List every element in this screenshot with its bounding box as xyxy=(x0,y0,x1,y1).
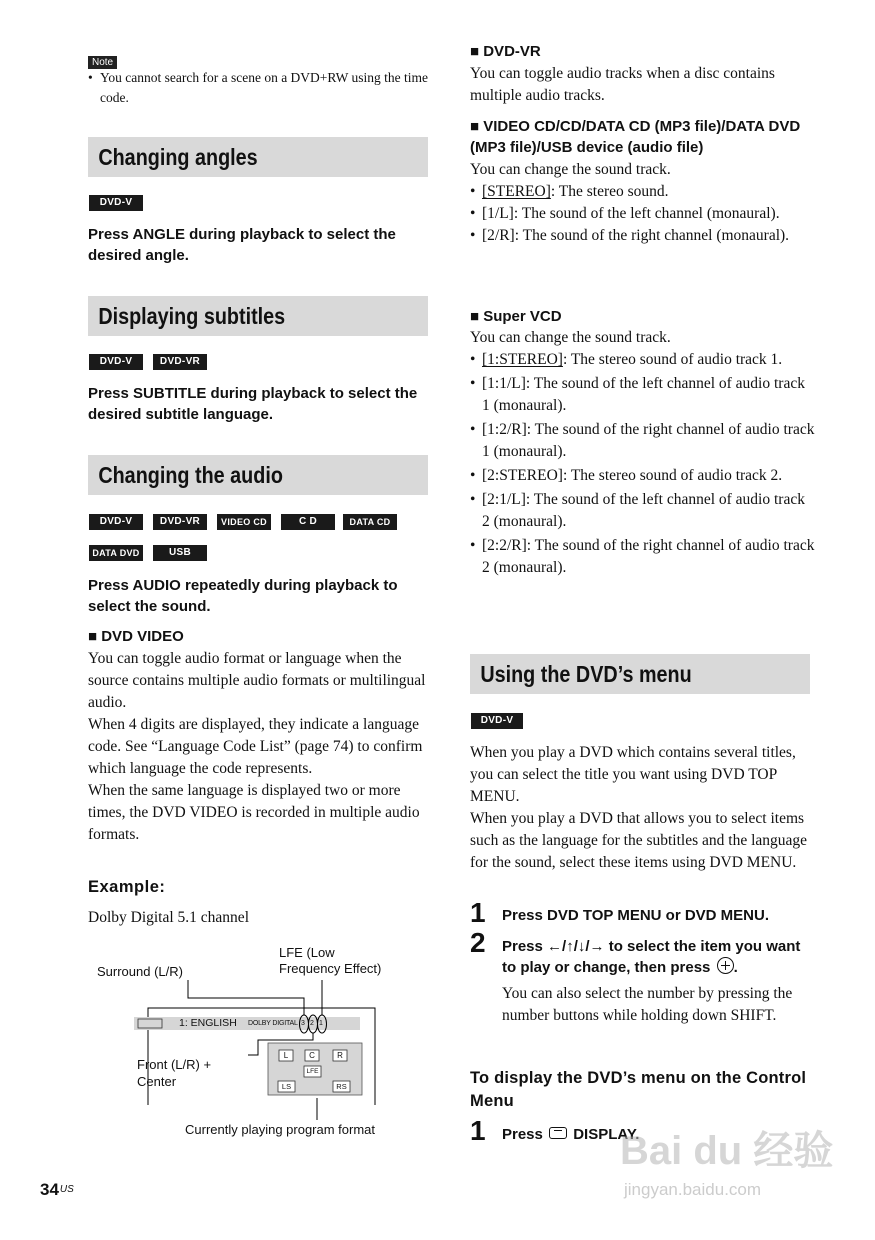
front-label-line2: Center xyxy=(137,1074,177,1089)
svcd-item-desc: : The sound of the right channel of audio track 2 (monaural). xyxy=(482,537,815,576)
svcd-item-key: [1:STEREO] xyxy=(482,351,563,368)
section-title-audio xyxy=(88,455,428,495)
baidu-watermark-url: jingyan.baidu.com xyxy=(624,1180,762,1199)
note-text-block xyxy=(88,68,433,108)
speaker-ls: LS xyxy=(281,1082,292,1091)
svcd-item xyxy=(470,373,815,417)
section-title-angles-text: Changing angles xyxy=(98,144,258,170)
audio-format-diagram xyxy=(88,940,433,1145)
section-title-subtitles-text: Displaying subtitles xyxy=(98,303,286,329)
subtitles-instruction: Press SUBTITLE during playback to select the desired subtitle language. xyxy=(88,385,418,423)
section-title-subtitles xyxy=(88,296,428,336)
dvd-vr-text: You can toggle audio tracks when a disc contains multiple audio tracks. xyxy=(470,65,775,104)
page-number-suffix: US xyxy=(59,1184,74,1195)
step-2-text-block xyxy=(502,936,817,978)
section-title-angles xyxy=(88,137,428,177)
angles-instruction: Press ANGLE during playback to select the desired angle. xyxy=(88,226,396,264)
dvd-video-heading: ■ DVD VIDEO xyxy=(88,628,184,645)
badge-cd: C D xyxy=(281,514,335,530)
example-heading: Example: xyxy=(88,878,166,896)
vcd-body xyxy=(470,159,810,247)
surround-label: Surround (L/R) xyxy=(97,964,183,979)
osd-format: DOLBY DIGITAL xyxy=(248,1020,298,1027)
badge-data-cd: DATA CD xyxy=(343,514,397,530)
step-1-text: Press DVD TOP MENU or DVD MENU. xyxy=(502,907,770,924)
vcd-intro: You can change the sound track. xyxy=(470,161,671,178)
control-step-1-number: 1 xyxy=(470,1115,486,1146)
section-title-dvd-menu xyxy=(470,654,810,694)
svcd-item xyxy=(470,535,815,579)
svcd-item-key: [2:STEREO] xyxy=(482,467,563,484)
front-label-line1: Front (L/R) + xyxy=(137,1057,212,1072)
svcd-item-desc: : The sound of the right channel of audio track 1 (monaural). xyxy=(482,421,815,460)
vcd-heading: ■ VIDEO CD/CD/DATA CD (MP3 file)/DATA DVD (MP3 file)/USB device (audio file) xyxy=(470,118,801,156)
note-label: Note xyxy=(88,56,117,69)
lfe-label-line2: Frequency Effect) xyxy=(279,961,382,976)
vcd-item-key: [1/L] xyxy=(482,205,514,222)
step-2-text: Press ←/↑/↓/→ to select the item you want to play or change, then press xyxy=(502,938,801,976)
speaker-l: L xyxy=(283,1051,289,1060)
badge-dvd-vr: DVD-VR xyxy=(153,514,207,530)
current-format-label: Currently playing program format xyxy=(185,1122,376,1137)
example-text: Dolby Digital 5.1 channel xyxy=(88,909,249,926)
speaker-r: R xyxy=(337,1051,343,1060)
vcd-item-stereo xyxy=(470,181,810,203)
section-title-audio-text: Changing the audio xyxy=(98,462,283,488)
vcd-item-key: [STEREO] xyxy=(482,183,551,200)
page-number-value: 34 xyxy=(40,1180,59,1199)
dvd-video-p3: When the same language is displayed two or more times, the DVD VIDEO is recorded in multiple audio formats. xyxy=(88,782,420,843)
svcd-intro: You can change the sound track. xyxy=(470,329,671,346)
vcd-item-left xyxy=(470,203,810,225)
step-2-number: 2 xyxy=(470,927,486,958)
osd-digit-3: 3 xyxy=(301,1020,305,1027)
osd-digit-2: 2 xyxy=(310,1020,314,1027)
osd-track: 1: ENGLISH xyxy=(179,1017,237,1029)
speaker-lfe: LFE xyxy=(306,1068,319,1075)
badge-video-cd: VIDEO CD xyxy=(217,514,271,530)
badge-usb: USB xyxy=(153,545,207,561)
svcd-item-desc: : The stereo sound of audio track 2. xyxy=(562,467,783,484)
note-text: • You cannot search for a scene on a DVD+RW using the time code. xyxy=(88,68,433,108)
svcd-item xyxy=(470,349,815,371)
dvd-video-p2: When 4 digits are displayed, they indicate a language code. See “Language Code List” (page 74) to confirm which language the code represents. xyxy=(88,716,423,777)
page-number xyxy=(40,1180,74,1200)
vcd-item-key: [2/R] xyxy=(482,227,515,244)
dvd-menu-p2: When you play a DVD that allows you to select items such as the language for the subtitles and the language for the sound, select these items using DVD MENU. xyxy=(470,810,808,871)
vcd-item-right xyxy=(470,225,810,247)
svcd-item-key: [1:2/R] xyxy=(482,421,527,438)
svcd-item xyxy=(470,465,815,487)
dvd-video-body xyxy=(88,648,433,846)
speaker-rs: RS xyxy=(336,1082,347,1091)
osd-digit-1: 1 xyxy=(319,1020,323,1027)
dvd-menu-body xyxy=(470,742,812,874)
dvd-video-p1: You can toggle audio format or language when the source contains multiple audio formats or multilingual audio. xyxy=(88,650,426,711)
dvd-menu-p1: When you play a DVD which contains several titles, you can select the title you want using DVD TOP MENU. xyxy=(470,744,796,805)
step-2-text-end: . xyxy=(733,959,738,976)
svcd-item xyxy=(470,419,815,463)
vcd-item-desc: : The sound of the left channel (monaural). xyxy=(513,205,780,222)
svcd-item-desc: : The sound of the left channel of audio track 1 (monaural). xyxy=(482,375,805,414)
svcd-item-desc: : The sound of the left channel of audio track 2 (monaural). xyxy=(482,491,805,530)
lfe-label-line1: LFE (Low xyxy=(279,945,335,960)
svcd-item-key: [2:1/L] xyxy=(482,491,526,508)
vcd-item-desc: : The sound of the right channel (monaural). xyxy=(514,227,790,244)
step-2-detail: You can also select the number by pressing the number buttons while holding down SHIFT. xyxy=(502,985,793,1024)
audio-instruction: Press AUDIO repeatedly during playback to select the sound. xyxy=(88,577,398,615)
vcd-item-desc: : The stereo sound. xyxy=(550,183,669,200)
badge-dvd-v: DVD-V xyxy=(89,354,143,370)
dvd-vr-heading: ■ DVD-VR xyxy=(470,43,541,60)
badge-data-dvd: DATA DVD xyxy=(89,545,143,561)
enter-button-icon xyxy=(717,957,734,974)
baidu-watermark-logo: Bai du 经验 xyxy=(620,1129,834,1173)
svcd-body xyxy=(470,327,815,579)
control-menu-heading: To display the DVD’s menu on the Control Menu xyxy=(470,1069,807,1110)
speaker-c: C xyxy=(309,1051,315,1060)
svcd-heading: ■ Super VCD xyxy=(470,308,562,325)
badge-dvd-v: DVD-V xyxy=(89,514,143,530)
display-button-icon xyxy=(549,1127,567,1139)
badge-dvd-vr: DVD-VR xyxy=(153,354,207,370)
control-step-1-press: Press xyxy=(502,1126,543,1143)
section-title-dvd-menu-text: Using the DVD’s menu xyxy=(480,661,692,687)
badge-dvd-v: DVD-V xyxy=(471,713,523,729)
badge-dvd-v: DVD-V xyxy=(89,195,143,211)
svcd-item-desc: : The stereo sound of audio track 1. xyxy=(562,351,783,368)
svcd-item xyxy=(470,489,815,533)
svcd-item-key: [1:1/L] xyxy=(482,375,526,392)
step-1-number: 1 xyxy=(470,897,486,928)
control-step-1-display: DISPLAY. xyxy=(573,1126,640,1143)
svcd-item-key: [2:2/R] xyxy=(482,537,527,554)
